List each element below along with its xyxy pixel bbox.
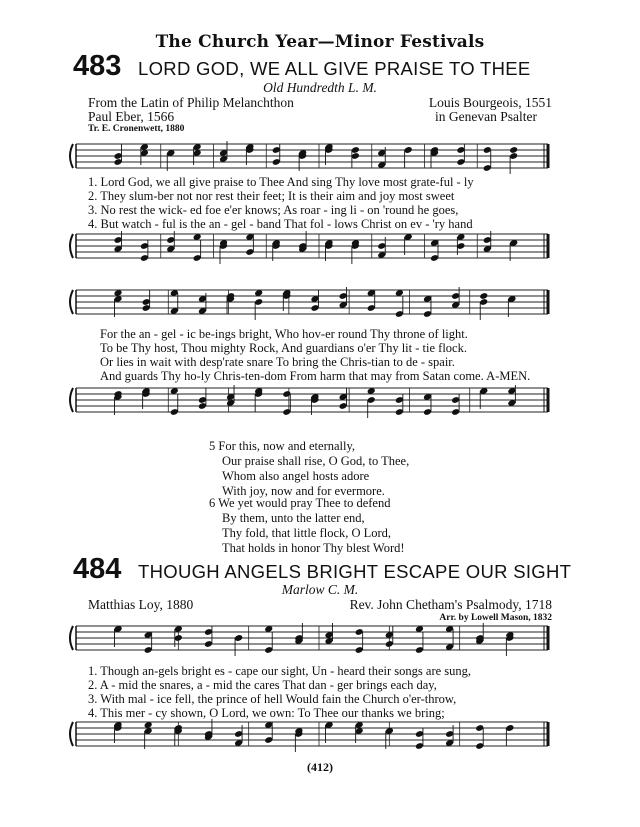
hymn-483-stanza-5 (209, 439, 409, 499)
hymn-483-composer: Louis Bourgeois, 1551 (428, 95, 552, 110)
hymn-484-arranger: Arr. by Lowell Mason, 1832 (439, 613, 552, 623)
hymn-483-lyric-line-4: 4. But watch - ful is the an - gel - band That fol - lows Christ on ev - 'ry hand (88, 217, 473, 231)
stanza-5-line-2: Our praise shall rise, O God, to Thee, (222, 454, 410, 468)
hymn-483-translator: Tr. E. Cronenwett, 1880 (88, 124, 185, 134)
hymn-483-number: 483 (73, 50, 122, 82)
hymn-483-system-2-bass-staff (0, 382, 640, 432)
hymn-483-lyric-line-1: 1. Lord God, we all give praise to Thee And sing Thy love most grate-ful - ly (88, 175, 474, 189)
stanza-5-line-3: Whom also angel hosts adore (222, 469, 370, 483)
hymn-484-number: 484 (73, 553, 122, 585)
stanza-5-line-4: With joy, now and for evermore. (222, 484, 385, 498)
stanza-5-number: 5 (209, 439, 216, 453)
hymn-483-text-author: Paul Eber, 1566 (88, 109, 175, 124)
page-number: (412) (307, 760, 333, 774)
hymn-483-title: LORD GOD, WE ALL GIVE PRAISE TO THEE (138, 58, 531, 79)
hymn-484-lyric-line-3: 3. With mal - ice fell, the prince of hell Would fain the Church o'er-throw, (88, 692, 457, 706)
hymn-484-bass-staff (0, 716, 640, 766)
running-head: The Church Year—Minor Festivals (155, 32, 485, 52)
hymn-483-lyric-line-7: Or lies in wait with desp'rate snare To bring the Chris-tian to de - spair. (100, 355, 455, 369)
stanza-6-line-4: That holds in honor Thy blest Word! (222, 541, 405, 555)
stanza-6-line-2: By them, unto the latter end, (222, 511, 365, 525)
hymn-483-stanza-6 (209, 496, 405, 556)
hymn-484-tune: Marlow C. M. (281, 582, 359, 597)
hymn-483-lyric-line-5: For the an - gel - ic be-ings bright, Who hov-er round Thy throne of light. (100, 327, 468, 341)
stanza-6-number: 6 (209, 496, 216, 510)
hymn-483-composer-source: in Genevan Psalter (435, 109, 537, 124)
hymn-483-lyric-line-2: 2. They slum-ber not nor rest their feet; It is their aim and joy most sweet (88, 189, 455, 203)
hymn-483-text-source: From the Latin of Philip Melanchthon (88, 95, 294, 110)
hymn-483-lyric-line-8: And guards Thy ho-ly Chris-ten-dom From harm that may from Satan come. A-MEN. (100, 369, 531, 383)
stanza-6-line-1: We yet would pray Thee to defend (218, 496, 391, 510)
stanza-6-line-3: Thy fold, that little flock, O Lord, (222, 526, 392, 540)
hymn-484-title: THOUGH ANGELS BRIGHT ESCAPE OUR SIGHT (138, 561, 572, 582)
hymn-483-lyric-line-6: To be Thy host, Thou mighty Rock, And guardians o'er Thy lit - tie flock. (100, 341, 467, 355)
hymn-484-composer: Rev. John Chetham's Psalmody, 1718 (349, 597, 552, 612)
hymn-484-lyric-line-4: 4. This mer - cy shown, O Lord, we own: To Thee our thanks we bring; (88, 706, 445, 720)
hymn-484-lyric-line-2: 2. A - mid the snares, a - mid the cares That dan - ger brings each day, (88, 678, 437, 692)
hymn-484-text-author: Matthias Loy, 1880 (88, 597, 194, 612)
hymn-483-system-1-bass-staff (0, 228, 640, 278)
stanza-5-line-1: For this, now and eternally, (218, 439, 356, 453)
hymn-484-lyric-line-1: 1. Though an-gels bright es - cape our sight, Un - heard their songs are sung, (88, 664, 472, 678)
hymn-483-lyric-line-3: 3. No rest the wick- ed foe e'er knows; As roar - ing li - on 'round he goes, (88, 203, 459, 217)
hymn-483-tune: Old Hundredth L. M. (263, 80, 377, 95)
